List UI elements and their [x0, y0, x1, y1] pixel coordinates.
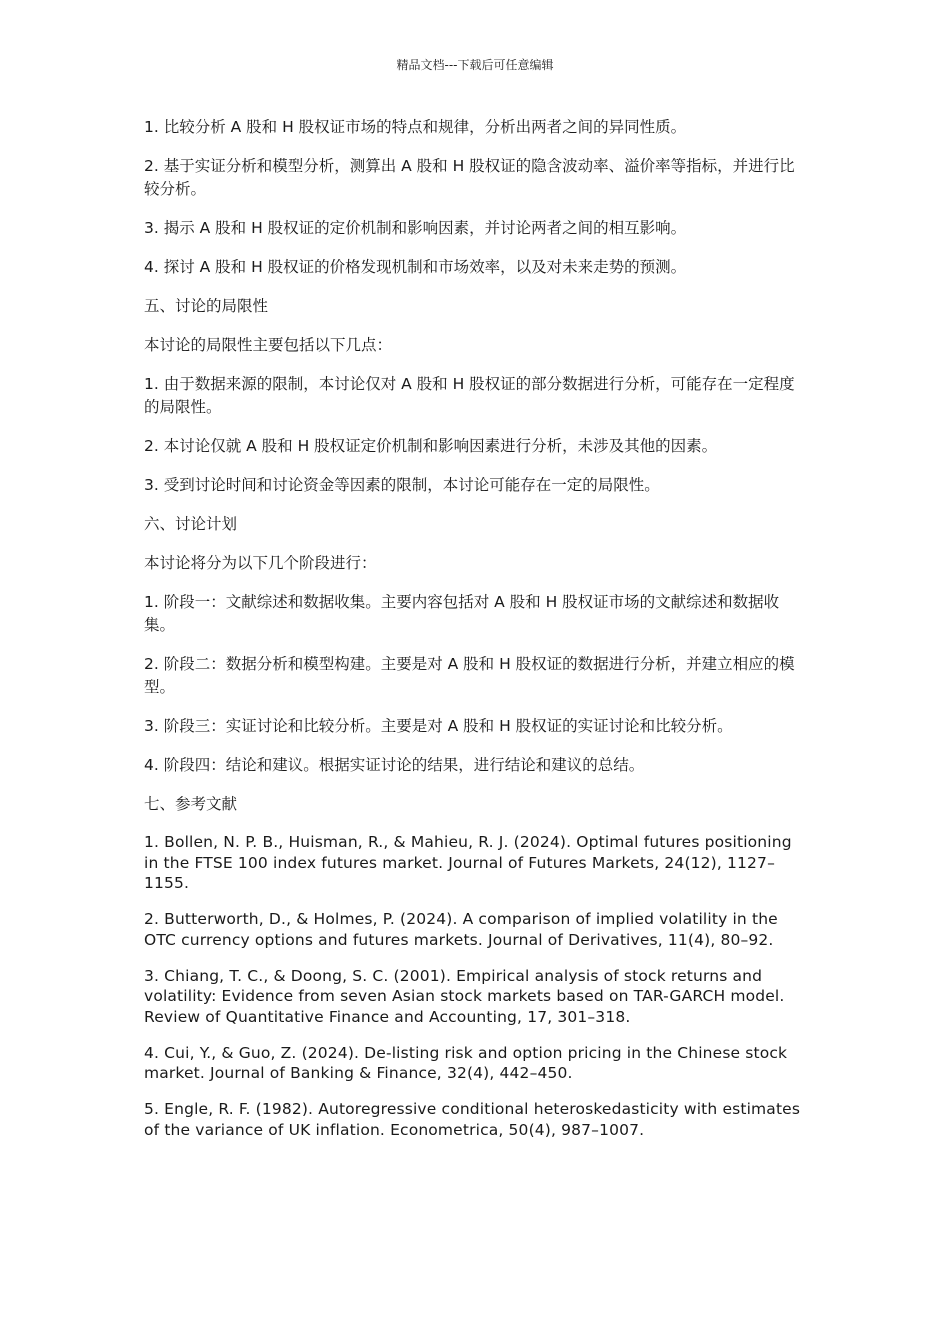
reference-item-2: 2. Butterworth, D., & Holmes, P. (2024). A comparison of implied volatility in the OTC currency options and futures markets. Journal of Derivatives, 11(4), 80–92.	[144, 910, 778, 949]
reference-item-5: 5. Engle, R. F. (1982). Autoregressive conditional heteroskedasticity with estimates of the variance of UK inflation. Econometrica, 50(4), 987–1007.	[144, 1100, 801, 1139]
objective-item-2: 2. 基于实证分析和模型分析，测算出 A 股和 H 股权证的隐含波动率、溢价率等指标，并进行比较分析。	[144, 157, 795, 198]
plan-item-3: 3. 阶段三：实证讨论和比较分析。主要是对 A 股和 H 股权证的实证讨论和比较分析。	[144, 717, 733, 735]
limitation-item-1: 1. 由于数据来源的限制，本讨论仅对 A 股和 H 股权证的部分数据进行分析，可能存在一定程度的局限性。	[144, 375, 795, 416]
limitations-heading: 五、讨论的局限性	[144, 297, 269, 315]
objective-item-4: 4. 探讨 A 股和 H 股权证的价格发现机制和市场效率，以及对未来走势的预测。	[144, 258, 687, 276]
plan-intro: 本讨论将分为以下几个阶段进行：	[144, 554, 377, 572]
plan-item-2: 2. 阶段二：数据分析和模型构建。主要是对 A 股和 H 股权证的数据进行分析，并建立相应的模型。	[144, 655, 795, 696]
objective-item-1: 1. 比较分析 A 股和 H 股权证市场的特点和规律，分析出两者之间的异同性质。	[144, 118, 687, 136]
limitation-item-2: 2. 本讨论仅就 A 股和 H 股权证定价机制和影响因素进行分析，未涉及其他的因素。	[144, 437, 718, 455]
objective-item-3: 3. 揭示 A 股和 H 股权证的定价机制和影响因素，并讨论两者之间的相互影响。	[144, 219, 687, 237]
document-body	[144, 116, 808, 1156]
references-heading: 七、参考文献	[144, 795, 238, 813]
page-header: 精品文档---下载后可任意编辑	[396, 58, 554, 72]
reference-item-3: 3. Chiang, T. C., & Doong, S. C. (2001). Empirical analysis of stock returns and volatility: Evidence from seven Asian stock markets based on TAR-GARCH model. Review of Quantitative Finance and Accounting, 17, 301–318.	[144, 966, 785, 1026]
reference-item-4: 4. Cui, Y., & Guo, Z. (2024). De-listing risk and option pricing in the Chinese stock market. Journal of Banking & Finance, 32(4), 442–450.	[144, 1043, 788, 1082]
plan-item-1: 1. 阶段一：文献综述和数据收集。主要内容包括对 A 股和 H 股权证市场的文献综述和数据收集。	[144, 593, 780, 634]
plan-heading: 六、讨论计划	[144, 515, 238, 533]
limitation-item-3: 3. 受到讨论时间和讨论资金等因素的限制，本讨论可能存在一定的局限性。	[144, 476, 660, 494]
references-list	[144, 832, 808, 1140]
limitations-intro: 本讨论的局限性主要包括以下几点：	[144, 336, 393, 354]
plan-item-4: 4. 阶段四：结论和建议。根据实证讨论的结果，进行结论和建议的总结。	[144, 756, 645, 774]
reference-item-1: 1. Bollen, N. P. B., Huisman, R., & Mahieu, R. J. (2024). Optimal futures positioning in the FTSE 100 index futures market. Journal of Futures Markets, 24(12), 1127–1155.	[144, 833, 792, 892]
